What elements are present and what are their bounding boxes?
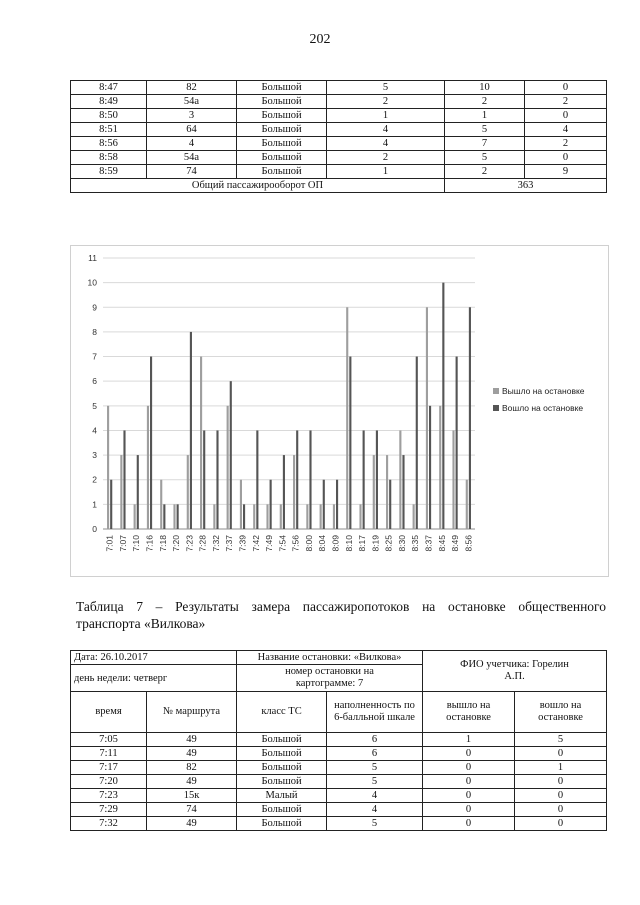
total-value: 363 bbox=[445, 179, 607, 193]
bar-exited bbox=[134, 504, 136, 529]
bar-exited bbox=[227, 406, 229, 529]
cell-exited: 1 bbox=[445, 109, 525, 123]
y-tick-label: 0 bbox=[92, 524, 97, 534]
bar-entered bbox=[243, 504, 245, 529]
x-tick-label: 8:49 bbox=[450, 535, 461, 552]
stop-number-cell: номер остановки на картограмме: 7 bbox=[237, 665, 423, 692]
x-tick-label: 7:18 bbox=[157, 535, 168, 552]
bar-entered bbox=[442, 283, 444, 529]
bar-exited bbox=[439, 406, 441, 529]
x-tick-label: 7:32 bbox=[210, 535, 221, 552]
header-exited: вышло на остановке bbox=[423, 692, 515, 733]
bar-entered bbox=[389, 480, 391, 529]
cell-entered: 2 bbox=[525, 137, 607, 151]
x-tick-label: 8:17 bbox=[357, 535, 368, 552]
passenger-flow-chart bbox=[70, 245, 609, 577]
bar-exited bbox=[359, 504, 361, 529]
x-tick-label: 7:07 bbox=[117, 535, 128, 552]
cell-exited: 2 bbox=[445, 165, 525, 179]
legend-label: Вошло на остановке bbox=[502, 403, 584, 413]
cell-occupancy: 5 bbox=[327, 775, 423, 789]
bar-entered bbox=[216, 430, 218, 529]
cell-time: 8:47 bbox=[71, 81, 147, 95]
bar-exited bbox=[320, 504, 322, 529]
stop-name-cell: Название остановки: «Вилкова» bbox=[237, 651, 423, 665]
bar-exited bbox=[346, 307, 348, 529]
bar-entered bbox=[230, 381, 232, 529]
bar-exited bbox=[466, 480, 468, 529]
bar-entered bbox=[283, 455, 285, 529]
cell-time: 7:17 bbox=[71, 761, 147, 775]
bar-entered bbox=[163, 504, 165, 529]
x-tick-label: 8:10 bbox=[343, 535, 354, 552]
bar-exited bbox=[187, 455, 189, 529]
y-tick-label: 9 bbox=[92, 302, 97, 313]
cell-route: 4 bbox=[147, 137, 237, 151]
bar-entered bbox=[323, 480, 325, 529]
cell-vehicle-class: Большой bbox=[237, 109, 327, 123]
cell-vehicle-class: Большой bbox=[237, 81, 327, 95]
cell-time: 7:32 bbox=[71, 817, 147, 831]
bar-entered bbox=[416, 357, 418, 529]
cell-occupancy: 6 bbox=[327, 733, 423, 747]
cell-time: 8:50 bbox=[71, 109, 147, 123]
cell-route: 82 bbox=[147, 761, 237, 775]
bar-exited bbox=[386, 455, 388, 529]
cell-vehicle-class: Малый bbox=[237, 789, 327, 803]
cell-route: 3 bbox=[147, 109, 237, 123]
cell-vehicle-class: Большой bbox=[237, 151, 327, 165]
table-row bbox=[71, 123, 607, 137]
cell-vehicle-class: Большой bbox=[237, 733, 327, 747]
x-tick-label: 8:25 bbox=[383, 535, 394, 552]
bar-exited bbox=[253, 504, 255, 529]
cell-exited: 0 bbox=[423, 789, 515, 803]
table-row bbox=[71, 109, 607, 123]
y-tick-label: 7 bbox=[92, 351, 97, 362]
cell-vehicle-class: Большой bbox=[237, 775, 327, 789]
x-tick-label: 8:35 bbox=[410, 535, 421, 552]
cell-time: 8:58 bbox=[71, 151, 147, 165]
bar-entered bbox=[349, 357, 351, 529]
table-row bbox=[71, 747, 607, 761]
total-label: Общий пассажирооборот ОП bbox=[71, 179, 445, 193]
header-route: № маршрута bbox=[147, 692, 237, 733]
cell-occupancy: 4 bbox=[327, 789, 423, 803]
cell-time: 7:20 bbox=[71, 775, 147, 789]
cell-occupancy: 4 bbox=[327, 803, 423, 817]
cell-occupancy: 5 bbox=[327, 817, 423, 831]
cell-vehicle-class: Большой bbox=[237, 761, 327, 775]
bar-entered bbox=[309, 430, 311, 529]
cell-entered: 5 bbox=[515, 733, 607, 747]
y-tick-label: 8 bbox=[92, 326, 97, 337]
bar-exited bbox=[426, 307, 428, 529]
bar-entered bbox=[336, 480, 338, 529]
x-tick-label: 7:37 bbox=[224, 535, 235, 552]
x-tick-label: 7:01 bbox=[104, 535, 115, 552]
caption-line-2: транспорта «Вилкова» bbox=[76, 616, 206, 631]
y-tick-label: 10 bbox=[87, 277, 97, 288]
cell-route: 49 bbox=[147, 733, 237, 747]
x-tick-label: 8:30 bbox=[396, 535, 407, 552]
cell-time: 7:29 bbox=[71, 803, 147, 817]
cell-route: 49 bbox=[147, 747, 237, 761]
cell-route: 15к bbox=[147, 789, 237, 803]
x-tick-label: 7:23 bbox=[184, 535, 195, 552]
bar-entered bbox=[402, 455, 404, 529]
y-tick-label: 1 bbox=[92, 499, 97, 510]
table-caption bbox=[76, 598, 606, 632]
x-tick-label: 8:37 bbox=[423, 535, 434, 552]
x-tick-label: 7:28 bbox=[197, 535, 208, 552]
cell-occupancy: 2 bbox=[327, 151, 445, 165]
bar-entered bbox=[137, 455, 139, 529]
y-tick-label: 6 bbox=[92, 376, 97, 387]
y-tick-label: 3 bbox=[92, 450, 97, 461]
bar-exited bbox=[173, 504, 175, 529]
y-tick-label: 11 bbox=[88, 253, 97, 263]
chart-canvas bbox=[71, 246, 608, 576]
cell-vehicle-class: Большой bbox=[237, 803, 327, 817]
x-tick-label: 7:42 bbox=[250, 535, 261, 552]
bar-entered bbox=[123, 430, 125, 529]
table-row bbox=[71, 137, 607, 151]
table-row bbox=[71, 151, 607, 165]
cell-exited: 0 bbox=[423, 747, 515, 761]
cell-entered: 0 bbox=[525, 81, 607, 95]
cell-time: 8:59 bbox=[71, 165, 147, 179]
x-tick-label: 8:45 bbox=[436, 535, 447, 552]
x-tick-label: 7:10 bbox=[131, 535, 142, 552]
x-tick-label: 7:49 bbox=[264, 535, 275, 552]
cell-exited: 5 bbox=[445, 123, 525, 137]
bar-entered bbox=[203, 430, 205, 529]
cell-exited: 5 bbox=[445, 151, 525, 165]
table-row bbox=[71, 803, 607, 817]
cell-route: 54а bbox=[147, 151, 237, 165]
bar-entered bbox=[150, 357, 152, 529]
bar-entered bbox=[270, 480, 272, 529]
cell-occupancy: 2 bbox=[327, 95, 445, 109]
weekday-cell: день недели: четверг bbox=[71, 665, 237, 692]
table-row bbox=[71, 789, 607, 803]
caption-line-1: Таблица 7 – Результаты замера пассажиропотоков на остановке общественного bbox=[76, 599, 606, 614]
cell-route: 49 bbox=[147, 817, 237, 831]
cell-exited: 0 bbox=[423, 803, 515, 817]
cell-route: 82 bbox=[147, 81, 237, 95]
bar-entered bbox=[177, 504, 179, 529]
bar-exited bbox=[266, 504, 268, 529]
bar-entered bbox=[256, 430, 258, 529]
table-row bbox=[71, 775, 607, 789]
legend-swatch bbox=[493, 388, 499, 394]
bar-exited bbox=[452, 430, 454, 529]
bar-entered bbox=[469, 307, 471, 529]
top-data-table bbox=[70, 80, 607, 193]
bar-exited bbox=[306, 504, 308, 529]
bar-entered bbox=[190, 332, 192, 529]
bar-exited bbox=[280, 504, 282, 529]
cell-entered: 1 bbox=[515, 761, 607, 775]
cell-time: 8:49 bbox=[71, 95, 147, 109]
cell-exited: 0 bbox=[423, 761, 515, 775]
legend-label: Вышло на остановке bbox=[502, 386, 585, 396]
table-row bbox=[71, 165, 607, 179]
x-tick-label: 8:19 bbox=[370, 535, 381, 552]
bar-entered bbox=[110, 480, 112, 529]
bar-entered bbox=[456, 357, 458, 529]
header-occupancy: наполненность по 6-балльной шкале bbox=[327, 692, 423, 733]
cell-occupancy: 1 bbox=[327, 165, 445, 179]
cell-entered: 2 bbox=[525, 95, 607, 109]
bar-exited bbox=[373, 455, 375, 529]
legend-swatch bbox=[493, 405, 499, 411]
x-tick-label: 7:39 bbox=[237, 535, 248, 552]
cell-occupancy: 4 bbox=[327, 137, 445, 151]
cell-exited: 10 bbox=[445, 81, 525, 95]
cell-exited: 0 bbox=[423, 775, 515, 789]
cell-entered: 9 bbox=[525, 165, 607, 179]
cell-exited: 2 bbox=[445, 95, 525, 109]
cell-time: 7:23 bbox=[71, 789, 147, 803]
bar-exited bbox=[399, 430, 401, 529]
cell-route: 49 bbox=[147, 775, 237, 789]
cell-route: 74 bbox=[147, 803, 237, 817]
cell-route: 64 bbox=[147, 123, 237, 137]
cell-exited: 1 bbox=[423, 733, 515, 747]
table-row bbox=[71, 733, 607, 747]
table-row bbox=[71, 95, 607, 109]
x-tick-label: 7:56 bbox=[290, 535, 301, 552]
x-tick-label: 7:54 bbox=[277, 535, 288, 552]
bar-exited bbox=[240, 480, 242, 529]
bar-exited bbox=[293, 455, 295, 529]
cell-entered: 0 bbox=[515, 789, 607, 803]
cell-time: 7:05 bbox=[71, 733, 147, 747]
y-tick-label: 4 bbox=[92, 425, 97, 436]
bar-exited bbox=[147, 406, 149, 529]
bar-exited bbox=[333, 504, 335, 529]
total-row bbox=[71, 179, 607, 193]
cell-occupancy: 4 bbox=[327, 123, 445, 137]
bar-exited bbox=[120, 455, 122, 529]
cell-entered: 0 bbox=[525, 151, 607, 165]
bar-exited bbox=[160, 480, 162, 529]
cell-vehicle-class: Большой bbox=[237, 123, 327, 137]
cell-entered: 0 bbox=[515, 747, 607, 761]
cell-vehicle-class: Большой bbox=[237, 95, 327, 109]
cell-time: 7:11 bbox=[71, 747, 147, 761]
cell-time: 8:51 bbox=[71, 123, 147, 137]
table-row bbox=[71, 761, 607, 775]
header-entered: вошло на остановке bbox=[515, 692, 607, 733]
cell-vehicle-class: Большой bbox=[237, 817, 327, 831]
cell-entered: 0 bbox=[515, 775, 607, 789]
bar-exited bbox=[413, 504, 415, 529]
bar-entered bbox=[363, 430, 365, 529]
cell-occupancy: 1 bbox=[327, 109, 445, 123]
bar-entered bbox=[429, 406, 431, 529]
cell-exited: 0 bbox=[423, 817, 515, 831]
x-tick-label: 8:56 bbox=[463, 535, 474, 552]
cell-entered: 0 bbox=[525, 109, 607, 123]
x-tick-label: 8:04 bbox=[317, 535, 328, 552]
y-tick-label: 2 bbox=[92, 474, 97, 485]
cell-entered: 0 bbox=[515, 803, 607, 817]
table-row bbox=[71, 81, 607, 95]
cell-vehicle-class: Большой bbox=[237, 747, 327, 761]
cell-entered: 0 bbox=[515, 817, 607, 831]
x-tick-label: 8:09 bbox=[330, 535, 341, 552]
cell-route: 74 bbox=[147, 165, 237, 179]
bar-exited bbox=[107, 406, 109, 529]
x-tick-label: 7:16 bbox=[144, 535, 155, 552]
bar-entered bbox=[376, 430, 378, 529]
x-tick-label: 7:20 bbox=[171, 535, 182, 552]
date-cell: Дата: 26.10.2017 bbox=[71, 651, 237, 665]
header-vehicle-class: класс ТС bbox=[237, 692, 327, 733]
cell-entered: 4 bbox=[525, 123, 607, 137]
bar-exited bbox=[200, 357, 202, 529]
page-number: 202 bbox=[309, 32, 331, 47]
y-tick-label: 5 bbox=[92, 400, 97, 411]
bar-exited bbox=[213, 504, 215, 529]
bottom-data-table bbox=[70, 650, 607, 831]
cell-exited: 7 bbox=[445, 137, 525, 151]
cell-occupancy: 6 bbox=[327, 747, 423, 761]
cell-vehicle-class: Большой bbox=[237, 165, 327, 179]
bar-entered bbox=[296, 430, 298, 529]
counter-cell: ФИО учетчика: Горелин А.П. bbox=[423, 651, 607, 692]
cell-route: 54а bbox=[147, 95, 237, 109]
cell-time: 8:56 bbox=[71, 137, 147, 151]
header-time: время bbox=[71, 692, 147, 733]
cell-occupancy: 5 bbox=[327, 761, 423, 775]
cell-vehicle-class: Большой bbox=[237, 137, 327, 151]
x-tick-label: 8:00 bbox=[303, 535, 314, 552]
cell-occupancy: 5 bbox=[327, 81, 445, 95]
table-row bbox=[71, 817, 607, 831]
